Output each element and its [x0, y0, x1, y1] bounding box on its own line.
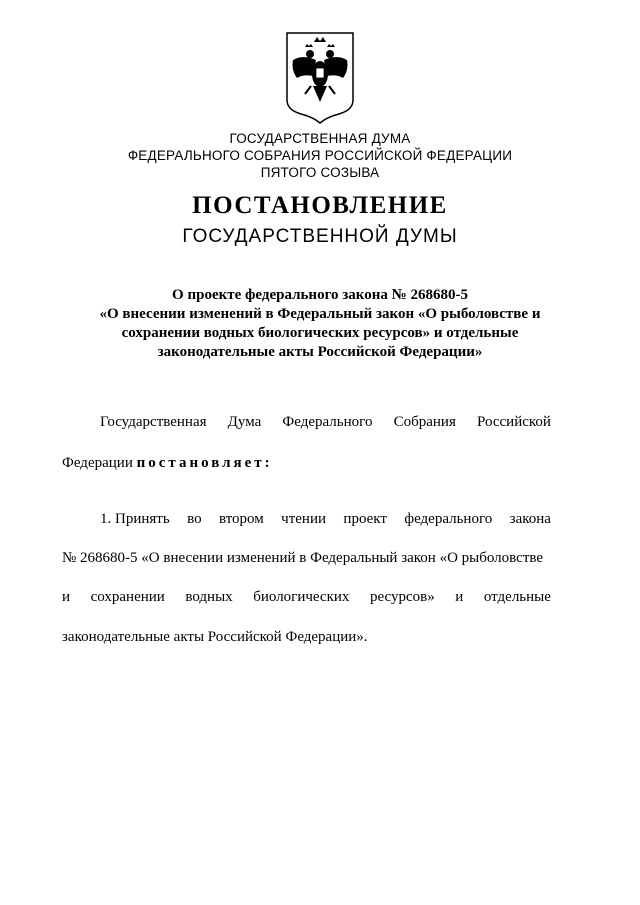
header-line-assembly: ФЕДЕРАЛЬНОГО СОБРАНИЯ РОССИЙСКОЙ ФЕДЕРАЦИИ	[127, 148, 513, 163]
word: и	[455, 589, 464, 605]
issuer-header	[0, 130, 640, 181]
word: закона	[509, 511, 551, 527]
word: Российской	[477, 414, 551, 430]
intro-line-2	[62, 455, 273, 472]
word: чтении	[281, 511, 327, 527]
word: во	[187, 511, 202, 527]
item1-line-1	[100, 511, 551, 528]
word: ресурсов»	[369, 589, 435, 605]
header-line-duma: ГОСУДАРСТВЕННАЯ ДУМА	[229, 131, 411, 146]
subject-line: законодательные акты Российской Федерации»	[157, 344, 483, 360]
item1-line-4: законодательные акты Российской Федерации».	[62, 629, 368, 645]
resolution-subject	[60, 286, 580, 362]
intro-line-1	[100, 414, 551, 431]
item1-line-2: № 268680-5 «О внесении изменений в Федеральный закон «О рыболовстве	[62, 550, 544, 566]
item1-line-3	[62, 589, 551, 606]
word: водных	[185, 589, 233, 605]
subject-line: сохранении водных биологических ресурсов» и отдельные	[121, 325, 519, 341]
word: втором	[218, 511, 264, 527]
intro-decrees: постановляет:	[136, 455, 273, 471]
header-line-convocation: ПЯТОГО СОЗЫВА	[260, 165, 380, 180]
word: Государственная	[100, 414, 207, 430]
word: Федерального	[282, 414, 373, 430]
word: Собрания	[393, 414, 456, 430]
word: федерального	[404, 511, 493, 527]
word: биологических	[253, 589, 350, 605]
intro-federation: Федерации	[62, 455, 133, 471]
document-issuer-title: ГОСУДАРСТВЕННОЙ ДУМЫ	[182, 226, 458, 247]
subject-line: «О внесении изменений в Федеральный закон «О рыболовстве и	[99, 306, 541, 322]
word: сохранении	[90, 589, 165, 605]
russian-coat-of-arms-icon	[283, 30, 357, 124]
word: Дума	[227, 414, 262, 430]
word: отдельные	[483, 589, 551, 605]
document-type-title: ПОСТАНОВЛЕНИЕ	[192, 192, 448, 219]
word: 1. Принять	[100, 511, 170, 527]
subject-line: О проекте федерального закона № 268680-5	[172, 287, 468, 303]
word: и	[62, 589, 71, 605]
word: проект	[343, 511, 387, 527]
